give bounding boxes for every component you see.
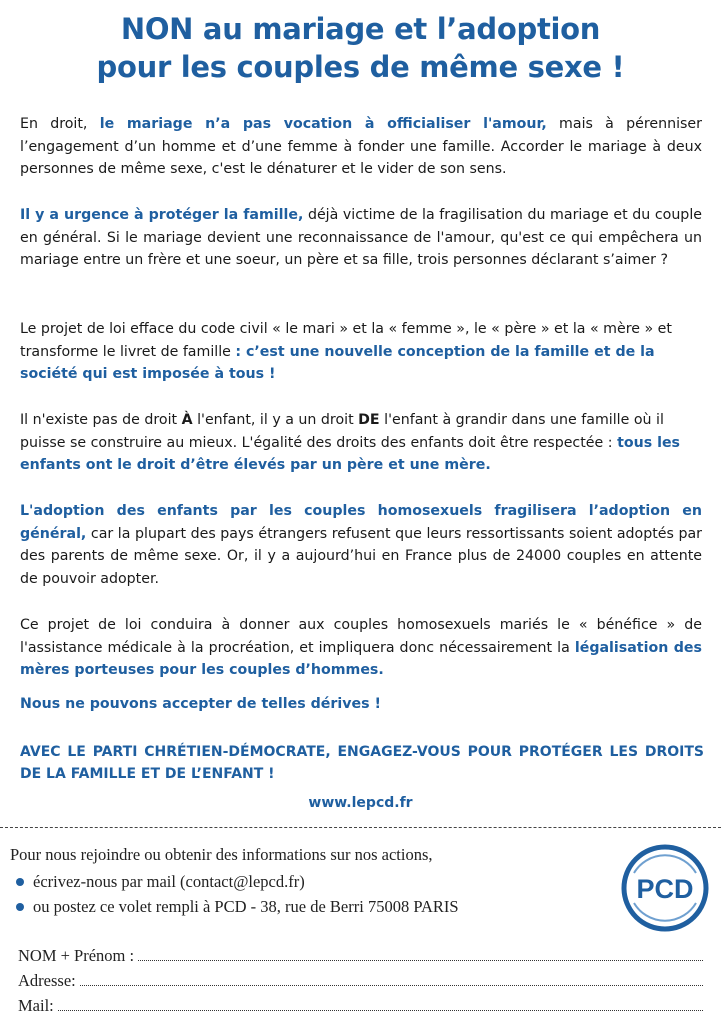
field-label: Mail: [18,996,54,1015]
text-run: Le projet de loi efface du code civil « le mari » et la « femme », le « père » et la « mère » et transforme le livret de famille [20,321,672,360]
pcd-logo [620,843,710,933]
paragraph-marriage-definition [20,113,702,181]
page-title [0,10,721,86]
contact-mail-item [16,872,305,892]
bullet-icon [16,903,24,911]
highlight-text: L'adoption des enfants par les couples homosexuels fragilisera l’adoption en général, [20,503,702,542]
logo-text: PCD [636,874,694,904]
text-run: En droit, [20,116,100,132]
cut-line-divider [0,827,721,828]
website-link[interactable]: www.lepcd.fr [308,795,413,811]
paragraph-protect-family [20,204,702,272]
bullet-text: ou postez ce volet rempli à PCD - 38, rue de Berri 75008 PARIS [33,897,459,916]
contact-post-item [16,897,459,917]
text-run: Ce projet de loi conduira à donner aux couples homosexuels mariés le « bénéfice » de l'assistance médicale à la procréation, et impliquera donc nécessairement la [20,617,702,656]
text-run: déjà victime de la fragilisation du mariage et du couple en général. Si le mariage devient une reconnaissance de l'amour, qu'est ce qui empêchera un mariage entre un frère et une soeur, un père et sa fille, trois personnes déclarant s’aimer ? [20,207,702,269]
form-intro: Pour nous rejoindre ou obtenir des informations sur nos actions, [10,845,433,864]
bullet-text: écrivez-nous par mail (contact@lepcd.fr) [33,872,305,891]
call-to-action: AVEC LE PARTI CHRÉTIEN-DÉMOCRATE, ENGAGEZ-VOUS POUR PROTÉGER LES DROITS DE LA FAMILLE ET DE L’ENFANT ! [20,744,704,782]
field-label: Adresse: [18,971,76,990]
paragraph-civil-code [20,318,702,386]
text-run: l'enfant à grandir dans une famille où il puisse se construire au mieux. L'égalité des droits des enfants doit être respectée : [20,412,664,451]
highlight-text: légalisation des mères porteuses pour les couples d’hommes. [20,639,702,679]
highlight-text: tous les enfants ont le droit d’être élevés par un père et une mère. [20,434,681,474]
text-run: mais à pérenniser l’engagement d’un homme et d’une femme à fonder une famille. Accorder le mariage à deux personnes de même sexe, c'est le dénaturer et le vider de son sens. [20,116,702,178]
highlight-text: Il y a urgence à protéger la famille, [20,207,304,223]
bold-text: À [181,412,193,428]
text-run: Il n'existe pas de droit [20,412,182,428]
bold-text: DE [358,412,380,428]
bullet-icon [16,878,24,886]
text-run: l'enfant, il y a un droit [192,412,359,428]
paragraph-child-rights [20,409,702,477]
name-dotted-line[interactable] [138,947,703,961]
highlight-text: le mariage n’a pas vocation à officialiser l'amour, [99,116,547,132]
title-line-1: NON au mariage et l’adoption [120,12,601,46]
highlight-text: : c’est une nouvelle conception de la famille et de la société qui est imposée à tous ! [20,343,655,383]
mail-field[interactable] [18,996,703,1016]
paragraph-refusal: Nous ne pouvons accepter de telles dérives ! [20,696,381,712]
title-line-2: pour les couples de même sexe ! [96,50,625,84]
address-dotted-line[interactable] [80,972,703,986]
paragraph-adoption [20,500,702,590]
text-run: car la plupart des pays étrangers refusent que leurs ressortissants soient adoptés par des parents de même sexe. Or, il y a aujourd’hui en France plus de 24000 couples en attente de pouvoir adopter. [20,525,702,587]
mail-dotted-line[interactable] [58,997,703,1011]
name-field[interactable] [18,946,703,966]
address-field[interactable] [18,971,703,991]
paragraph-pma [20,614,702,682]
field-label: NOM + Prénom : [18,946,135,965]
